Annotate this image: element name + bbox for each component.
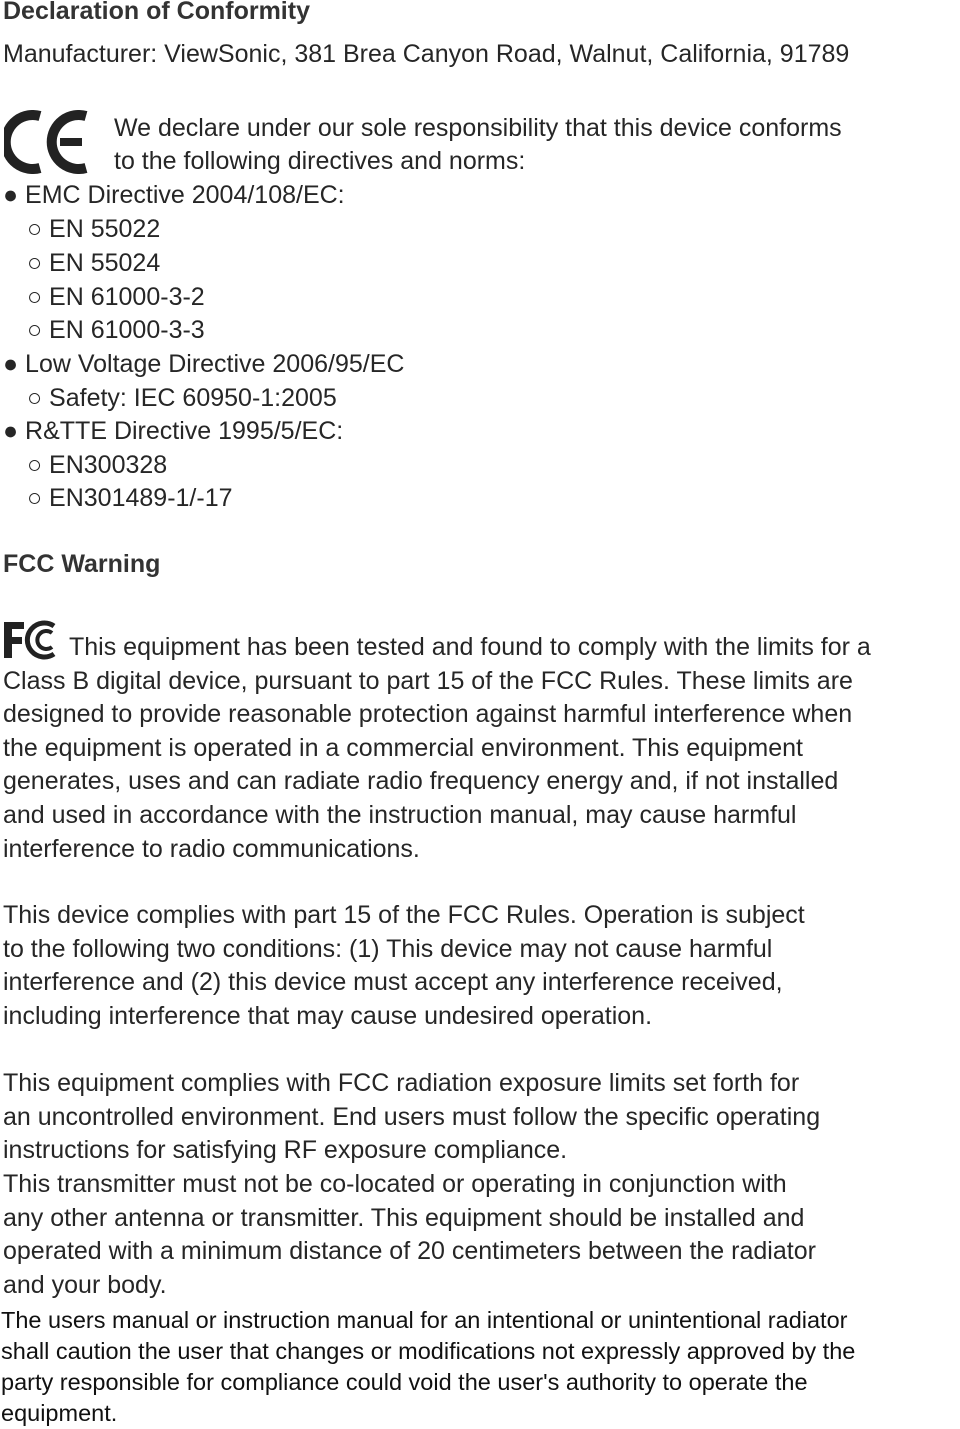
norm-item: ○ EN300328 <box>27 451 168 479</box>
fcc-paragraph-1 <box>3 631 871 866</box>
fcc-warning-title: FCC Warning <box>3 550 161 578</box>
fcc-paragraph-5: The users manual or instruction manual for an intentional or unintentional radiator shall caution the user that changes or modifications not expressly approved by the party responsible for compliance could void the user's authority to operate the equipment. <box>1 1307 856 1426</box>
statement-line-1: We declare under our sole responsibility that this device conforms <box>114 114 842 142</box>
manufacturer-line: Manufacturer: ViewSonic, 381 Brea Canyon Road, Walnut, California, 91789 <box>3 40 850 68</box>
directive-item: ● EMC Directive 2004/108/EC: <box>3 181 345 209</box>
fcc-paragraph-3: This equipment complies with FCC radiation exposure limits set forth for an uncontrolled environment. End users must follow the specific operating instructions for satisfying RF exposure compliance. <box>3 1069 821 1165</box>
norm-item: ○ EN 55024 <box>27 249 161 277</box>
conformity-statement <box>114 112 842 178</box>
directive-item: ● Low Voltage Directive 2006/95/EC <box>3 350 405 378</box>
fcc-paragraph-4: This transmitter must not be co-located or operating in conjunction with any other antenna or transmitter. This equipment should be installed and operated with a minimum distance of 20 centimeters between the radiator and your body. <box>3 1170 816 1299</box>
norm-item: ○ EN 61000-3-3 <box>27 316 205 344</box>
directive-item: ● R&TTE Directive 1995/5/EC: <box>3 417 344 445</box>
ce-mark-icon <box>4 110 92 174</box>
norm-item: ○ EN 55022 <box>27 215 161 243</box>
norm-item: ○ Safety: IEC 60950-1:2005 <box>27 384 337 412</box>
declaration-title: Declaration of Conformity <box>3 0 310 25</box>
statement-line-2: to the following directives and norms: <box>114 147 526 175</box>
norm-item: ○ EN301489-1/-17 <box>27 484 233 512</box>
fcc-paragraph-2: This device complies with part 15 of the FCC Rules. Operation is subject to the following two conditions: (1) This device may not cause harmful interference and (2) this device must accept any interference received, including interference that may cause undesired operation. <box>3 901 805 1030</box>
norm-item: ○ EN 61000-3-2 <box>27 283 205 311</box>
fcc-paragraph-1-text: This equipment has been tested and found to comply with the limits for a Class B digital device, pursuant to part 15 of the FCC Rules. These limits are designed to provide reasonable protection against harmful interference when the equipment is operated in a commercial environment. This equipment generates, uses and can radiate radio frequency energy and, if not installed and used in accordance with the instruction manual, may cause harmful interference to radio communications. <box>3 633 871 863</box>
